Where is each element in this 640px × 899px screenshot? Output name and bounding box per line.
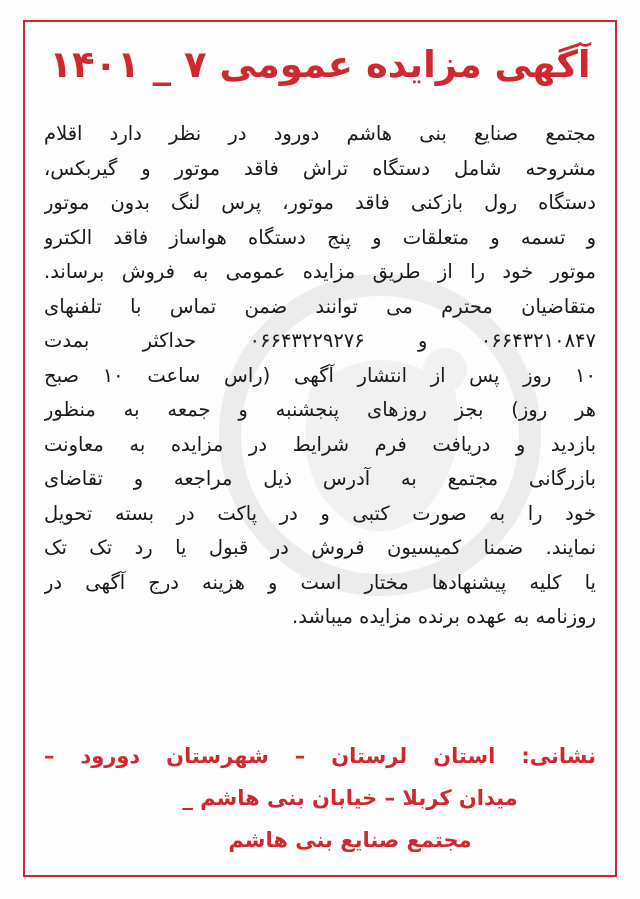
address-line: مجتمع صنایع بنی هاشم (228, 828, 472, 852)
body-line: نمایند. ضمنا کمیسیون فروش در قبول یا رد تک تک (44, 536, 596, 559)
address-line: میدان کربلا – خیابان بنی هاشم _ (182, 786, 518, 810)
body-line: بازرگانی مجتمع به آدرس ذیل مراجعه و تقاضای (44, 467, 596, 490)
address-block (44, 735, 596, 861)
ad-body (44, 117, 596, 635)
body-line: متقاضیان محترم می توانند ضمن تماس با تلفنهای (44, 294, 596, 318)
body-line-phones: ۰۶۶۴۳۲۱۰۸۴۷ و ۰۶۶۴۳۲۲۹۲۷۶ حداکثر بمدت (44, 329, 596, 352)
body-line: ۱۰ روز پس از انتشار آگهی (راس ساعت ۱۰ صبح (44, 363, 596, 387)
body-line: موتور خود را از طریق مزایده عمومی به فروش برساند. (44, 260, 596, 283)
body-line: یا کلیه پیشنهادها مختار است و هزینه درج آگهی در (44, 570, 596, 594)
body-line: هر روز) بجز روزهای پنجشنبه و جمعه به منظور (44, 398, 596, 421)
body-line: روزنامه به عهده برنده مزایده میباشد. (292, 605, 596, 628)
body-line: بازدید و دریافت فرم شرایط در مزایده به معاونت (44, 432, 596, 456)
body-line: دستگاه رول بازکنی فاقد موتور، پرس لنگ بدون موتور (44, 191, 596, 214)
address-line: نشانی: استان لرستان – شهرستان دورود – (44, 744, 596, 768)
ad-title: آگهی مزایده عمومی ۷ _ ۱۴۰۱ (49, 43, 591, 86)
body-line: و تسمه و متعلقات و پنج دستگاه هواساز فاقد الکترو (44, 225, 596, 249)
body-line: مجتمع صنایع بنی هاشم دورود در نظر دارد اقلام (44, 122, 596, 145)
body-line: خود را به صورت کتبی و در پاکت در بسته تحویل (44, 501, 596, 525)
body-line: مشروحه شامل دستگاه تراش فاقد موتور و گیربکس، (44, 156, 596, 180)
